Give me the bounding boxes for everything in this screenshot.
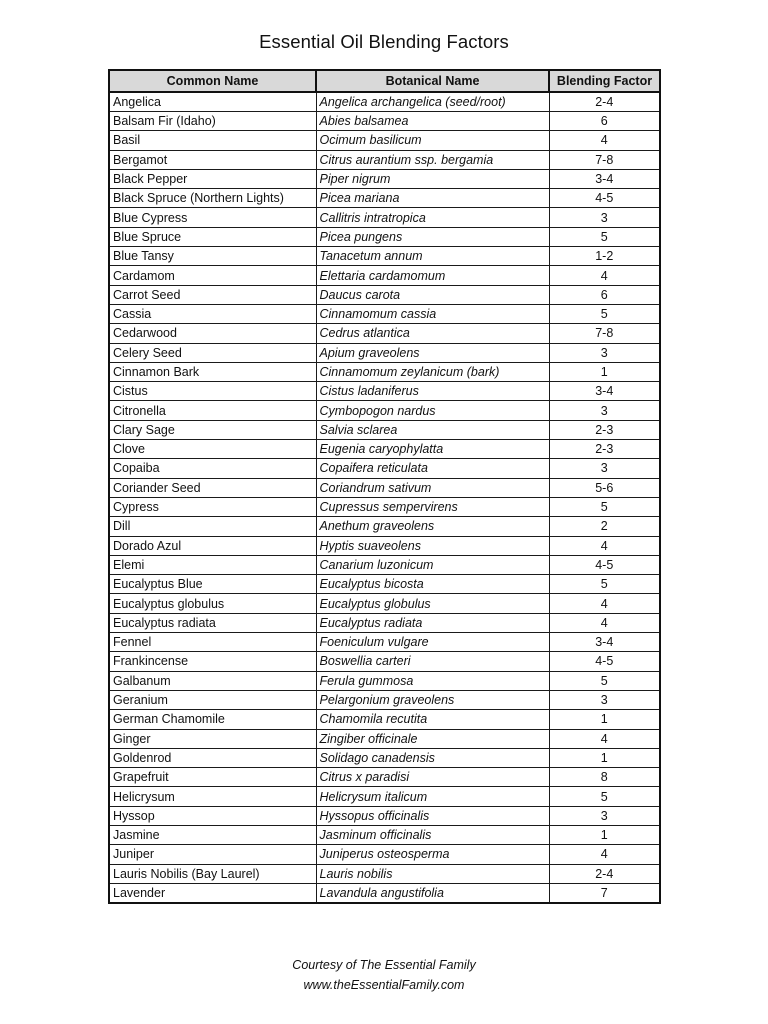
common-name-cell: Eucalyptus radiata (109, 613, 316, 632)
table-row (109, 92, 660, 112)
botanical-name-cell: Elettaria cardamomum (316, 266, 549, 285)
botanical-name-cell: Juniperus osteosperma (316, 845, 549, 864)
common-name-cell: Balsam Fir (Idaho) (109, 112, 316, 131)
table-row (109, 748, 660, 767)
common-name-cell: Citronella (109, 401, 316, 420)
blending-factor-cell: 6 (549, 285, 660, 304)
table-row (109, 845, 660, 864)
botanical-name-cell: Picea mariana (316, 189, 549, 208)
blending-factor-cell: 1 (549, 825, 660, 844)
botanical-name-cell: Cinnamomum zeylanicum (bark) (316, 362, 549, 381)
botanical-name-cell: Boswellia carteri (316, 652, 549, 671)
common-name-cell: Hyssop (109, 806, 316, 825)
table-row (109, 883, 660, 903)
blending-factor-cell: 4-5 (549, 189, 660, 208)
common-name-cell: Celery Seed (109, 343, 316, 362)
table-row (109, 729, 660, 748)
botanical-name-cell: Cymbopogon nardus (316, 401, 549, 420)
common-name-cell: Cypress (109, 497, 316, 516)
botanical-name-cell: Tanacetum annum (316, 247, 549, 266)
blending-factor-cell: 2-4 (549, 92, 660, 112)
common-name-cell: Fennel (109, 633, 316, 652)
common-name-cell: Carrot Seed (109, 285, 316, 304)
common-name-cell: Lauris Nobilis (Bay Laurel) (109, 864, 316, 883)
table-row (109, 112, 660, 131)
botanical-name-cell: Pelargonium graveolens (316, 690, 549, 709)
common-name-cell: Ginger (109, 729, 316, 748)
botanical-name-cell: Foeniculum vulgare (316, 633, 549, 652)
botanical-name-cell: Callitris intratropica (316, 208, 549, 227)
blending-factor-cell: 1-2 (549, 247, 660, 266)
table-row (109, 478, 660, 497)
botanical-name-cell: Eucalyptus bicosta (316, 575, 549, 594)
blending-factor-cell: 3 (549, 343, 660, 362)
table-row (109, 575, 660, 594)
botanical-name-cell: Apium graveolens (316, 343, 549, 362)
blending-factor-cell: 2-3 (549, 440, 660, 459)
blending-factor-cell: 5 (549, 497, 660, 516)
botanical-name-cell: Cedrus atlantica (316, 324, 549, 343)
table-row (109, 768, 660, 787)
blending-factor-cell: 4-5 (549, 555, 660, 574)
common-name-cell: Cistus (109, 382, 316, 401)
botanical-name-cell: Jasminum officinalis (316, 825, 549, 844)
botanical-name-cell: Abies balsamea (316, 112, 549, 131)
blending-factor-cell: 4 (549, 536, 660, 555)
botanical-name-cell: Anethum graveolens (316, 517, 549, 536)
common-name-cell: Eucalyptus globulus (109, 594, 316, 613)
blending-factor-cell: 5-6 (549, 478, 660, 497)
common-name-cell: Galbanum (109, 671, 316, 690)
table-row (109, 517, 660, 536)
table-row (109, 864, 660, 883)
blending-factor-cell: 5 (549, 575, 660, 594)
table-row (109, 131, 660, 150)
common-name-cell: Bergamot (109, 150, 316, 169)
common-name-cell: Black Pepper (109, 169, 316, 188)
table-row (109, 189, 660, 208)
common-name-cell: Jasmine (109, 825, 316, 844)
table-row (109, 652, 660, 671)
common-name-cell: Angelica (109, 92, 316, 112)
botanical-name-cell: Angelica archangelica (seed/root) (316, 92, 549, 112)
botanical-name-cell: Solidago canadensis (316, 748, 549, 767)
table-body (109, 92, 660, 903)
table-row (109, 266, 660, 285)
common-name-cell: Eucalyptus Blue (109, 575, 316, 594)
blending-factor-cell: 4 (549, 594, 660, 613)
botanical-name-cell: Eucalyptus globulus (316, 594, 549, 613)
table-row (109, 710, 660, 729)
common-name-cell: Copaiba (109, 459, 316, 478)
botanical-name-cell: Helicrysum italicum (316, 787, 549, 806)
blending-factor-cell: 5 (549, 787, 660, 806)
table-row (109, 594, 660, 613)
common-name-cell: Blue Spruce (109, 227, 316, 246)
botanical-name-cell: Hyptis suaveolens (316, 536, 549, 555)
blending-factor-cell: 4 (549, 613, 660, 632)
blending-factors-table (108, 69, 661, 904)
botanical-name-cell: Hyssopus officinalis (316, 806, 549, 825)
common-name-cell: Grapefruit (109, 768, 316, 787)
table-row (109, 420, 660, 439)
blending-factor-cell: 1 (549, 362, 660, 381)
botanical-name-cell: Cinnamomum cassia (316, 304, 549, 323)
blending-factor-cell: 4 (549, 131, 660, 150)
blending-factor-cell: 3-4 (549, 382, 660, 401)
common-name-cell: Blue Cypress (109, 208, 316, 227)
blending-factor-cell: 7-8 (549, 150, 660, 169)
common-name-cell: Black Spruce (Northern Lights) (109, 189, 316, 208)
table-header-row (109, 70, 660, 92)
table-row (109, 304, 660, 323)
blending-factor-cell: 3 (549, 806, 660, 825)
table-row (109, 324, 660, 343)
botanical-name-cell: Chamomila recutita (316, 710, 549, 729)
botanical-name-cell: Citrus aurantium ssp. bergamia (316, 150, 549, 169)
common-name-cell: Clary Sage (109, 420, 316, 439)
blending-factor-cell: 5 (549, 671, 660, 690)
header-blending-factor: Blending Factor (549, 70, 660, 92)
table-row (109, 285, 660, 304)
botanical-name-cell: Citrus x paradisi (316, 768, 549, 787)
table-row (109, 343, 660, 362)
common-name-cell: Dill (109, 517, 316, 536)
table-row (109, 401, 660, 420)
common-name-cell: German Chamomile (109, 710, 316, 729)
botanical-name-cell: Coriandrum sativum (316, 478, 549, 497)
blending-factor-cell: 4 (549, 845, 660, 864)
blending-factor-cell: 5 (549, 304, 660, 323)
table-row (109, 613, 660, 632)
table-row (109, 555, 660, 574)
botanical-name-cell: Lauris nobilis (316, 864, 549, 883)
common-name-cell: Helicrysum (109, 787, 316, 806)
botanical-name-cell: Ferula gummosa (316, 671, 549, 690)
table-row (109, 459, 660, 478)
table-row (109, 208, 660, 227)
botanical-name-cell: Zingiber officinale (316, 729, 549, 748)
blending-factor-cell: 8 (549, 768, 660, 787)
blending-factor-cell: 4-5 (549, 652, 660, 671)
table-row (109, 536, 660, 555)
blending-factor-cell: 6 (549, 112, 660, 131)
table-row (109, 227, 660, 246)
botanical-name-cell: Eucalyptus radiata (316, 613, 549, 632)
botanical-name-cell: Ocimum basilicum (316, 131, 549, 150)
blending-factor-cell: 2 (549, 517, 660, 536)
common-name-cell: Cedarwood (109, 324, 316, 343)
blending-factor-cell: 3-4 (549, 169, 660, 188)
botanical-name-cell: Picea pungens (316, 227, 549, 246)
botanical-name-cell: Canarium luzonicum (316, 555, 549, 574)
common-name-cell: Blue Tansy (109, 247, 316, 266)
botanical-name-cell: Salvia sclarea (316, 420, 549, 439)
blending-factor-cell: 3 (549, 690, 660, 709)
common-name-cell: Juniper (109, 845, 316, 864)
table-row (109, 825, 660, 844)
table-row (109, 362, 660, 381)
blending-factor-cell: 4 (549, 729, 660, 748)
header-common-name: Common Name (109, 70, 316, 92)
blending-factor-cell: 2-4 (549, 864, 660, 883)
footer-website: www.theEssentialFamily.com (303, 978, 465, 992)
table-row (109, 382, 660, 401)
page-title: Essential Oil Blending Factors (259, 31, 509, 52)
common-name-cell: Dorado Azul (109, 536, 316, 555)
botanical-name-cell: Piper nigrum (316, 169, 549, 188)
blending-factor-cell: 3 (549, 208, 660, 227)
table-row (109, 787, 660, 806)
botanical-name-cell: Lavandula angustifolia (316, 883, 549, 903)
footer-courtesy: Courtesy of The Essential Family (292, 958, 476, 972)
botanical-name-cell: Eugenia caryophylatta (316, 440, 549, 459)
table-row (109, 671, 660, 690)
botanical-name-cell: Copaifera reticulata (316, 459, 549, 478)
blending-factor-cell: 3 (549, 459, 660, 478)
table-row (109, 690, 660, 709)
table-row (109, 169, 660, 188)
common-name-cell: Elemi (109, 555, 316, 574)
table-row (109, 806, 660, 825)
botanical-name-cell: Daucus carota (316, 285, 549, 304)
blending-factor-cell: 7-8 (549, 324, 660, 343)
blending-factor-cell: 4 (549, 266, 660, 285)
blending-factor-cell: 3-4 (549, 633, 660, 652)
common-name-cell: Cassia (109, 304, 316, 323)
table-row (109, 633, 660, 652)
table-row (109, 247, 660, 266)
common-name-cell: Coriander Seed (109, 478, 316, 497)
blending-factor-cell: 1 (549, 748, 660, 767)
common-name-cell: Clove (109, 440, 316, 459)
common-name-cell: Basil (109, 131, 316, 150)
common-name-cell: Goldenrod (109, 748, 316, 767)
common-name-cell: Frankincense (109, 652, 316, 671)
blending-factor-cell: 7 (549, 883, 660, 903)
botanical-name-cell: Cistus ladaniferus (316, 382, 549, 401)
header-botanical-name: Botanical Name (316, 70, 549, 92)
table-row (109, 497, 660, 516)
blending-factor-cell: 2-3 (549, 420, 660, 439)
common-name-cell: Cardamom (109, 266, 316, 285)
table-row (109, 150, 660, 169)
common-name-cell: Lavender (109, 883, 316, 903)
common-name-cell: Geranium (109, 690, 316, 709)
table-row (109, 440, 660, 459)
blending-factor-cell: 5 (549, 227, 660, 246)
blending-factor-cell: 3 (549, 401, 660, 420)
botanical-name-cell: Cupressus sempervirens (316, 497, 549, 516)
blending-factor-cell: 1 (549, 710, 660, 729)
common-name-cell: Cinnamon Bark (109, 362, 316, 381)
